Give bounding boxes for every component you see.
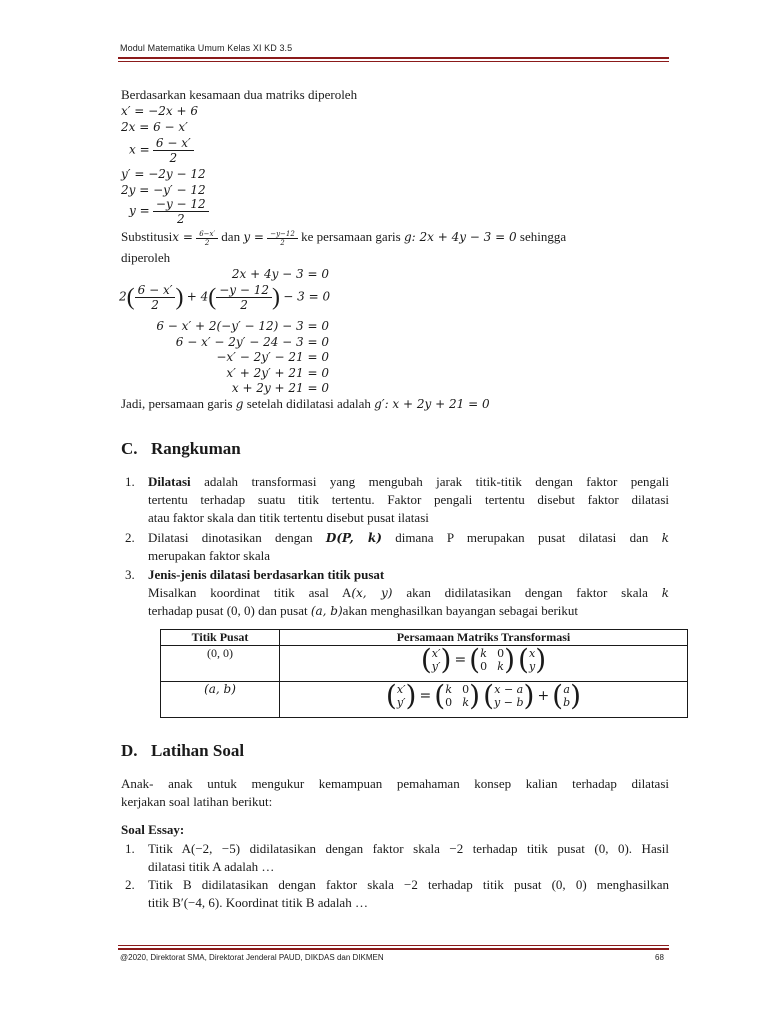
table-row <box>161 682 688 718</box>
table-header: Titik Pusat <box>161 630 280 646</box>
fraction <box>267 230 298 247</box>
table-cell-center <box>161 682 280 718</box>
list-item-line <box>148 529 669 547</box>
section-heading-rangkuman <box>121 439 241 459</box>
equation-line: 2x = 6 − x′ <box>121 120 188 134</box>
section-title: Latihan Soal <box>151 741 245 760</box>
close-paren: ) <box>272 284 281 311</box>
center-value: (0, 0) <box>207 646 233 660</box>
conclusion-var: g <box>235 397 244 411</box>
fraction-denominator: 2 <box>176 212 185 226</box>
substitution-x: x = <box>172 230 193 244</box>
equation-line: x′ = −2x + 6 <box>121 104 198 118</box>
header-rule-thin <box>118 61 669 62</box>
question-line: titik B′(−4, 6). Koordinat titik B adalah … <box>148 895 368 910</box>
list-item-title <box>148 566 669 584</box>
conclusion-line <box>121 396 490 412</box>
term-dilatasi: Dilatasi <box>148 474 191 489</box>
substitution-text: sehingga <box>519 229 567 244</box>
fraction <box>216 283 272 312</box>
equation-line: 6 − x′ − 2y′ − 24 − 3 = 0 <box>175 335 329 349</box>
fraction-denominator: 2 <box>204 238 210 247</box>
scale-factor-var: k <box>661 531 669 545</box>
page-number: 68 <box>655 953 664 962</box>
equation-line: 6 − x′ + 2(−y′ − 12) − 3 = 0 <box>156 319 329 333</box>
conclusion-equation: g′: x + 2y + 21 = 0 <box>374 397 490 411</box>
derivation-intro: Berdasarkan kesamaan dua matriks diperoleh <box>121 87 358 102</box>
equation-line: x′ + 2y′ + 21 = 0 <box>226 366 329 380</box>
intro-line: kerjakan soal latihan berikut: <box>121 794 273 809</box>
fraction-denominator: 2 <box>280 238 285 247</box>
substitution-text: dan <box>221 229 241 244</box>
equation-line: −x′ − 2y′ − 21 = 0 <box>216 350 329 364</box>
equation-lhs: y = <box>129 203 150 218</box>
footer-rule <box>118 948 669 950</box>
matrix: ( x′ y′ ) <box>420 643 452 676</box>
point-coord: (a, b) <box>310 604 343 618</box>
fraction-numerator: −y − 12 <box>216 283 272 298</box>
list-item-line: tertentu terhadap suatu titik tertentu. Faktor pengali tertentu disebut faktor dilatasi <box>148 492 669 507</box>
list-number: 3. <box>125 567 135 582</box>
center-value: (a, b) <box>204 682 236 696</box>
equation-lhs: x = <box>129 142 150 157</box>
list-item-line <box>148 584 669 602</box>
fraction <box>135 283 176 312</box>
essay-label: Soal Essay: <box>121 822 185 837</box>
conclusion-text: Jadi, persamaan garis <box>121 396 233 411</box>
equation-fraction-line <box>119 283 330 312</box>
section-letter: C. <box>121 439 138 458</box>
equation-line: 2y = −y′ − 12 <box>121 183 206 197</box>
fraction-numerator: 6 − x′ <box>135 283 176 298</box>
question-line: Titik A(−2, −5) didilatasikan dengan faktor skala −2 terhadap titik pusat (0, 0). Hasil <box>148 841 669 856</box>
open-paren: ( <box>126 284 135 311</box>
equation-operator: + 4 <box>186 289 209 304</box>
fraction <box>196 230 218 247</box>
list-number: 2. <box>125 877 135 892</box>
matrix: ( x − a y − b ) <box>483 679 535 712</box>
list-item <box>148 566 669 620</box>
list-item-text: Misalkan koordinat titik asal A <box>148 585 352 600</box>
equation-line: x + 2y + 21 = 0 <box>231 381 329 395</box>
fraction-numerator: −y−12 <box>267 230 298 239</box>
list-item-line <box>148 602 669 620</box>
matrix: ( k 0 0 k ) <box>434 679 481 712</box>
list-item <box>148 529 669 565</box>
header-rule <box>118 57 669 59</box>
list-item-text: Dilatasi dinotasikan dengan <box>148 530 313 545</box>
list-number: 1. <box>125 474 135 489</box>
coefficient: 2 <box>119 289 127 304</box>
list-item-text: dimana P merupakan pusat dilatasi dan <box>395 530 649 545</box>
fraction <box>153 197 209 226</box>
equation-fraction-line <box>129 136 194 165</box>
fraction-numerator: 6 − x′ <box>153 136 194 151</box>
list-item-text: adalah transformasi yang mengubah jarak titik-titik dengan faktor pengali <box>204 474 670 489</box>
matrix: ( x y ) <box>518 643 547 676</box>
table-cell-matrix <box>280 679 688 718</box>
fraction-numerator: 6−x′ <box>196 230 218 239</box>
scale-factor-var: k <box>661 586 669 600</box>
section-heading-latihan-soal <box>121 741 244 761</box>
question-item <box>148 840 669 876</box>
substitution-text: ke persamaan garis <box>301 229 401 244</box>
equation-line: 2x + 4y − 3 = 0 <box>231 267 329 281</box>
list-item-text: terhadap pusat <box>148 603 224 618</box>
matrix-equation: ( x′ y′ ) = ( k 0 0 k ) ( x − a y − b ) + ( a b ) <box>385 679 582 712</box>
list-item-text: akan menghasilkan bayangan sebagai berikut <box>342 603 579 618</box>
list-number: 2. <box>125 530 135 545</box>
open-paren: ( <box>208 284 217 311</box>
question-line: dilatasi titik A adalah … <box>148 859 275 874</box>
list-number: 1. <box>125 841 135 856</box>
list-item-text: akan didilatasikan dengan faktor skala <box>406 585 648 600</box>
matrix: ( a b ) <box>552 679 582 712</box>
section-title: Rangkuman <box>151 439 241 458</box>
substitution-y: y = <box>243 230 264 244</box>
matrix: ( k 0 0 k ) <box>469 643 516 676</box>
fraction-numerator: −y − 12 <box>153 197 209 212</box>
table-row <box>161 646 688 682</box>
list-item-text: dan pusat <box>258 603 308 618</box>
matrix: ( x′ y′ ) <box>385 679 417 712</box>
section-intro <box>121 775 669 811</box>
list-item <box>148 473 669 527</box>
intro-line: Anak- anak untuk mengukur kemampuan pemahaman konsep kalian terhadap dilatasi <box>121 776 669 791</box>
table-cell-matrix <box>280 643 688 682</box>
matrix-equation: ( x′ y′ ) = ( k 0 0 k ) ( x y ) <box>420 643 547 676</box>
conclusion-text: setelah didilatasi adalah <box>246 396 371 411</box>
table-cell-center <box>161 646 280 682</box>
fraction-denominator: 2 <box>169 151 178 165</box>
substitution-text: Substitusi <box>121 229 173 244</box>
substitution-line <box>121 229 566 247</box>
point-coord: (x, y) <box>351 586 393 600</box>
footer-copyright: @2020, Direktorat SMA, Direktorat Jenderal PAUD, DIKDAS dan DIKMEN <box>120 953 384 962</box>
question-item <box>148 876 669 912</box>
running-header: Modul Matematika Umum Kelas XI KD 3.5 <box>120 43 293 53</box>
section-letter: D. <box>121 741 138 760</box>
line-equation: g: 2x + 4y − 3 = 0 <box>403 230 517 244</box>
diperoleh-text: diperoleh <box>121 250 171 265</box>
footer-rule-thin <box>118 945 669 946</box>
equation-fraction-line <box>129 197 209 226</box>
list-item-line <box>148 473 669 491</box>
fraction-denominator: 2 <box>240 298 248 312</box>
list-item-line: merupakan faktor skala <box>148 548 271 563</box>
fraction-denominator: 2 <box>151 298 159 312</box>
list-item-title-text: Jenis-jenis dilatasi berdasarkan titik pusat <box>148 567 385 582</box>
question-line: Titik B didilatasikan dengan faktor skala −2 terhadap titik pusat (0, 0) menghasilkan <box>148 877 669 892</box>
close-paren: ) <box>175 284 184 311</box>
dilatation-notation: D(P, k) <box>325 531 382 545</box>
table-header: Persamaan Matriks Transformasi <box>280 630 688 646</box>
equation-rest: − 3 = 0 <box>283 289 331 304</box>
dilatation-table <box>160 629 688 718</box>
point-coord: (0, 0) <box>226 603 255 618</box>
fraction <box>153 136 194 165</box>
equation-line: y′ = −2y − 12 <box>121 167 206 181</box>
list-item-line: atau faktor skala dan titik tertentu disebut pusat ilatasi <box>148 510 429 525</box>
